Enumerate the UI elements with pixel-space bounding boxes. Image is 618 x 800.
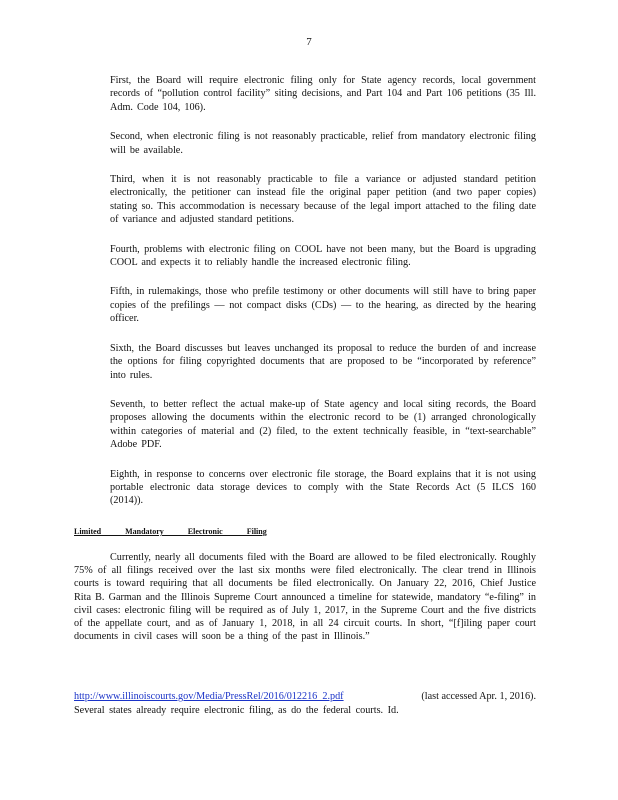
bullet-item <box>86 342 536 382</box>
section-heading: Limited Mandatory Electronic Filing <box>74 527 267 536</box>
bullet-glyph-icon <box>86 398 110 452</box>
bullet-item <box>86 398 536 452</box>
bullet-glyph-icon <box>86 243 110 270</box>
bullet-glyph-icon <box>86 342 110 382</box>
bullet-text: Sixth, the Board discusses but leaves unchanged its proposal to reduce the burden of and increase the options for filing copyrighted documents that are proposed to be “incorporated by reference” into rules. <box>110 342 536 381</box>
closing-sentence: Several states already require electronic filing, as do the federal courts. Id. <box>74 705 399 716</box>
bullet-text: Fifth, in rulemakings, those who prefile testimony or other documents will still have to bring paper copies of the prefilings — not compact disks (CDs) — to the hearing, as directed by the hearing officer. <box>110 286 536 325</box>
bullet-glyph-icon <box>86 285 110 325</box>
bullet-text: First, the Board will require electronic filing only for State agency records, local government records of “pollution control facility” siting decisions, and Part 104 and Part 106 petitions (35 Ill. Adm. Code 104, 106). <box>110 75 536 113</box>
bullet-text: Seventh, to better reflect the actual make-up of State agency and local siting records, the Board proposes allowing the documents within the electronic record to be (1) arranged chronologically within categories of material and (2) filed, to the extent technically feasible, in “text-searchable” Adobe PDF. <box>110 398 536 451</box>
bullet-glyph-icon <box>86 130 110 157</box>
bullet-text: Eighth, in response to concerns over electronic file storage, the Board explains that it is not using portable electronic data storage devices to comply with the State Records Act (5 ILCS 160 (2014)). <box>110 468 536 507</box>
press-release-link[interactable]: http://www.illinoiscourts.gov/Media/PressRel/2016/012216_2.pdf <box>74 691 344 702</box>
bullet-glyph-icon <box>86 74 110 114</box>
bullet-text: Second, when electronic filing is not reasonably practicable, relief from mandatory electronic filing will be available. <box>110 131 536 156</box>
page-number: 7 <box>306 36 312 48</box>
bullet-item <box>86 285 536 325</box>
bullet-text: Third, when it is not reasonably practicable to file a variance or adjusted standard petition electronically, the petitioner can instead file the original paper petition (and two paper copies) stating so. This accommodation is necessary because of the legal import attached to the filing date of variance and adjusted standard petitions. <box>110 174 536 226</box>
citation-line <box>74 690 536 703</box>
bullet-item <box>86 74 536 114</box>
bullet-item <box>86 468 536 508</box>
bullet-glyph-icon <box>86 468 110 508</box>
bullet-item <box>86 130 536 157</box>
body-paragraph: Currently, nearly all documents filed with the Board are allowed to be filed electronically. Roughly 75% of all filings received over the last six months were filed electronically. The clear trend in Illinois courts is toward requiring that all documents be filed electronically. On January 22, 2016, Chief Justice Rita B. Garman and the Illinois Supreme Court announced a timeline for statewide, mandatory “e-filing” in civil cases: electronic filing will be required as of July 1, 2017, in the Supreme Court and the five districts of the appellate court, and as of January 1, 2018, in all 24 circuit courts. In short, “[f]iling paper court documents in civil cases will soon be a thing of the past in Illinois.” <box>74 552 536 643</box>
bullet-text: Fourth, problems with electronic filing on COOL have not been many, but the Board is upgrading COOL and expects it to reliably handle the increased electronic filing. <box>110 243 536 269</box>
bullet-item <box>86 173 536 227</box>
bullet-list <box>86 74 536 524</box>
access-note: (last accessed Apr. 1, 2016). <box>421 691 536 702</box>
bullet-glyph-icon <box>86 173 110 227</box>
bullet-item <box>86 243 536 270</box>
